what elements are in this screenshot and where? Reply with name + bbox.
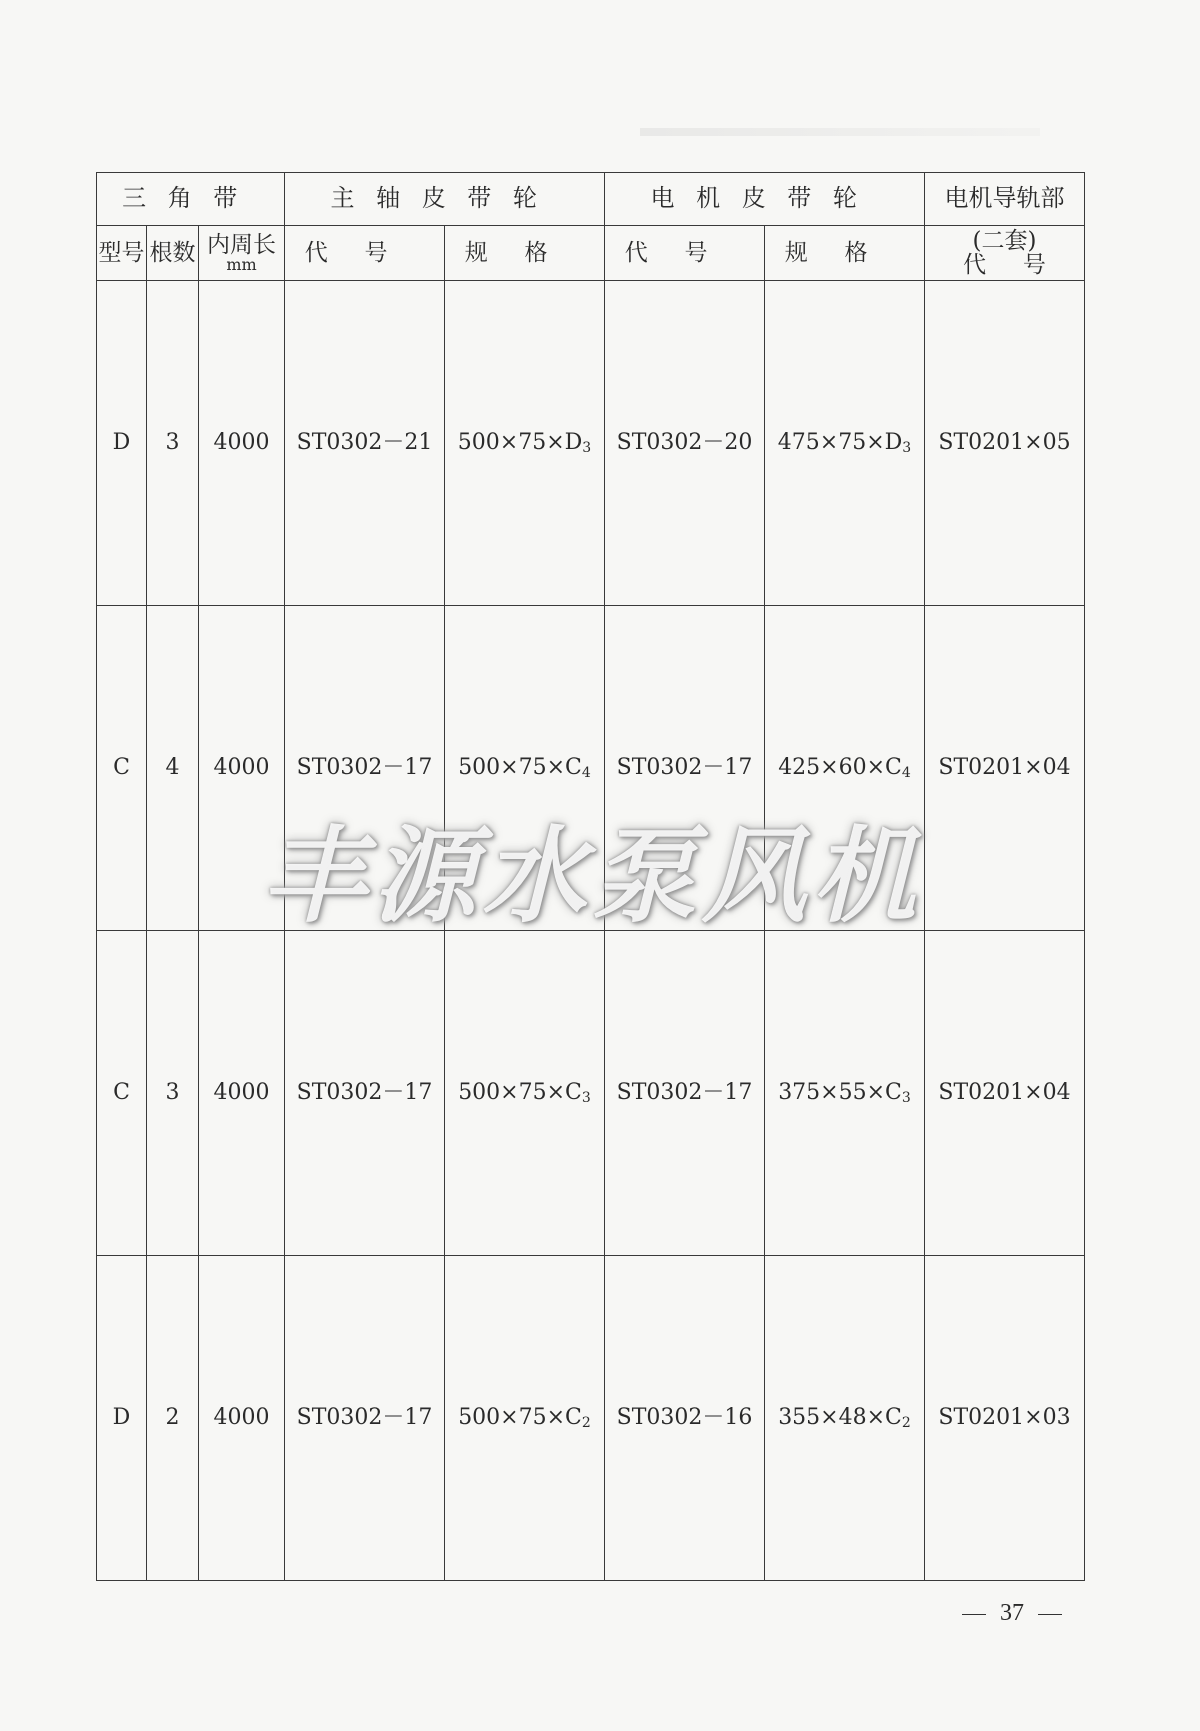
table-row — [97, 281, 1085, 606]
col-rail-label: 代号 — [963, 252, 1083, 278]
col-count: 根数 — [147, 226, 199, 281]
cell-length: 4000 — [199, 931, 285, 1256]
table-row — [97, 606, 1085, 931]
cell-main-code: ST0302－21 — [285, 281, 445, 606]
cell-type: D — [97, 281, 147, 606]
col-length-unit: mm — [226, 255, 257, 275]
cell-motor-spec — [765, 281, 925, 606]
cell-motor-code: ST0302－16 — [605, 1256, 765, 1581]
col-length-label: 内周长 — [207, 231, 276, 258]
main-spec-sub: 2 — [581, 1414, 591, 1431]
motor-spec-text: 355×48×C — [778, 1404, 902, 1430]
cell-main-spec — [445, 606, 605, 931]
main-spec-text: 500×75×C — [458, 1079, 582, 1105]
cell-main-spec — [445, 1256, 605, 1581]
main-spec-text: 500×75×C — [458, 754, 582, 780]
col-type: 型号 — [97, 226, 147, 281]
cell-length: 4000 — [199, 1256, 285, 1581]
cell-count: 3 — [147, 281, 199, 606]
col-rail-note: (二套) — [972, 227, 1037, 254]
cell-main-code: ST0302－17 — [285, 1256, 445, 1581]
cell-main-code: ST0302－17 — [285, 606, 445, 931]
cell-main-spec — [445, 281, 605, 606]
cell-rail-code: ST0201×05 — [925, 281, 1085, 606]
motor-spec-text: 475×75×D — [777, 429, 903, 455]
cell-motor-spec — [765, 931, 925, 1256]
cell-rail-code: ST0201×04 — [925, 931, 1085, 1256]
main-spec-text: 500×75×D — [457, 429, 583, 455]
main-spec-sub: 3 — [582, 439, 592, 456]
cell-count: 4 — [147, 606, 199, 931]
table-row — [97, 1256, 1085, 1581]
col-main-spec: 规格 — [445, 226, 605, 281]
motor-spec-sub: 2 — [901, 1414, 911, 1431]
cell-main-code: ST0302－17 — [285, 931, 445, 1256]
cell-type: C — [97, 606, 147, 931]
table-row — [97, 931, 1085, 1256]
faint-header-mark — [640, 128, 1040, 136]
cell-motor-code: ST0302－17 — [605, 931, 765, 1256]
cell-length: 4000 — [199, 281, 285, 606]
header-group-row — [97, 173, 1085, 226]
page-number-value: 37 — [1000, 1600, 1024, 1626]
cell-rail-code: ST0201×03 — [925, 1256, 1085, 1581]
dash-right-icon — [1038, 1614, 1062, 1615]
header-motor-rail: 电机导轨部 — [925, 173, 1085, 226]
motor-spec-sub: 3 — [902, 439, 912, 456]
col-length — [199, 226, 285, 281]
cell-motor-code: ST0302－17 — [605, 606, 765, 931]
header-column-row — [97, 226, 1085, 281]
cell-count: 3 — [147, 931, 199, 1256]
motor-spec-sub: 3 — [901, 1089, 911, 1106]
cell-main-spec — [445, 931, 605, 1256]
cell-count: 2 — [147, 1256, 199, 1581]
motor-spec-text: 425×60×C — [778, 754, 902, 780]
cell-motor-code: ST0302－20 — [605, 281, 765, 606]
cell-motor-spec — [765, 606, 925, 931]
cell-length: 4000 — [199, 606, 285, 931]
header-main-pulley: 主轴皮带轮 — [285, 173, 605, 226]
belt-pulley-spec-table — [96, 172, 1085, 1581]
cell-motor-spec — [765, 1256, 925, 1581]
header-motor-pulley: 电机皮带轮 — [605, 173, 925, 226]
col-main-code: 代号 — [285, 226, 445, 281]
cell-type: C — [97, 931, 147, 1256]
main-spec-sub: 4 — [581, 764, 591, 781]
motor-spec-sub: 4 — [901, 764, 911, 781]
motor-spec-text: 375×55×C — [778, 1079, 902, 1105]
header-belt: 三角带 — [97, 173, 285, 226]
col-rail-code — [925, 226, 1085, 281]
page-number — [948, 1600, 1076, 1627]
dash-left-icon — [962, 1614, 986, 1615]
main-spec-text: 500×75×C — [458, 1404, 582, 1430]
main-spec-sub: 3 — [581, 1089, 591, 1106]
watermark: 丰源水泵风机 — [262, 814, 923, 937]
col-motor-code: 代号 — [605, 226, 765, 281]
cell-rail-code: ST0201×04 — [925, 606, 1085, 931]
col-motor-spec: 规格 — [765, 226, 925, 281]
cell-type: D — [97, 1256, 147, 1581]
